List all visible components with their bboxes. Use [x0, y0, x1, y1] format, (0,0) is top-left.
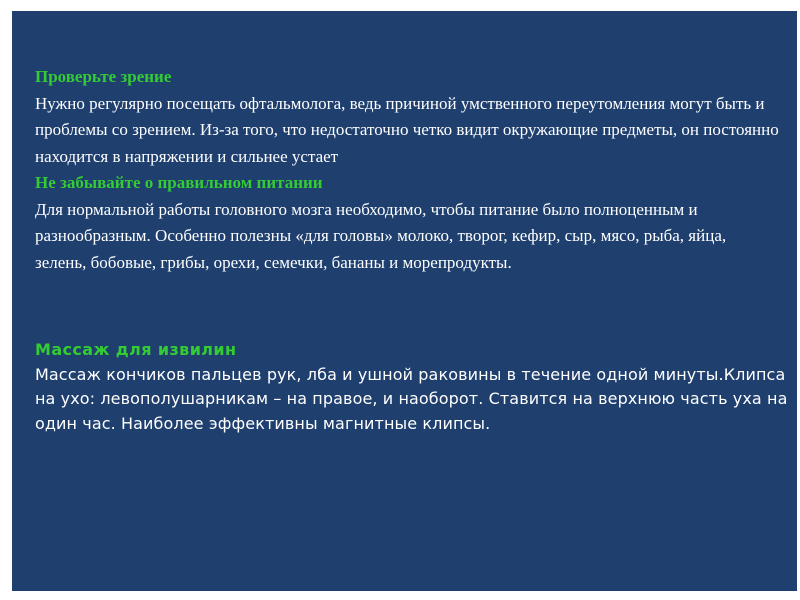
section-body-vision: Нужно регулярно посещать офтальмолога, ведь причиной умственного переутомления могут быть и проблемы со зрением. Из-за того, что недостаточно четко видит окружающие предметы, он постоянно находится в напряжении и сильнее устает [35, 93, 779, 166]
section-heading-massage: Массаж для извилин [35, 340, 237, 359]
section-body-nutrition: Для нормальной работы головного мозга необходимо, чтобы питание было полноценным и разнообразным. Особенно полезны «для головы» молоко, творог, кефир, сыр, мясо, рыба, яйца, зелень, бобовые, грибы, орехи, семечки, бананы и морепродукты. [35, 199, 727, 272]
slide [12, 11, 797, 591]
serif-text-block [35, 64, 780, 276]
sans-text-block [35, 338, 795, 436]
section-heading-nutrition: Не забывайте о правильном питании [35, 173, 323, 192]
section-heading-vision: Проверьте зрение [35, 67, 172, 86]
section-body-massage: Массаж кончиков пальцев рук, лба и ушной раковины в течение одной минуты.Клипса на ухо: левополушарникам – на правое, и наоборот. Ставится на верхнюю часть уха на один час. Наиболее эффективны магнитные клипсы. [35, 364, 788, 433]
